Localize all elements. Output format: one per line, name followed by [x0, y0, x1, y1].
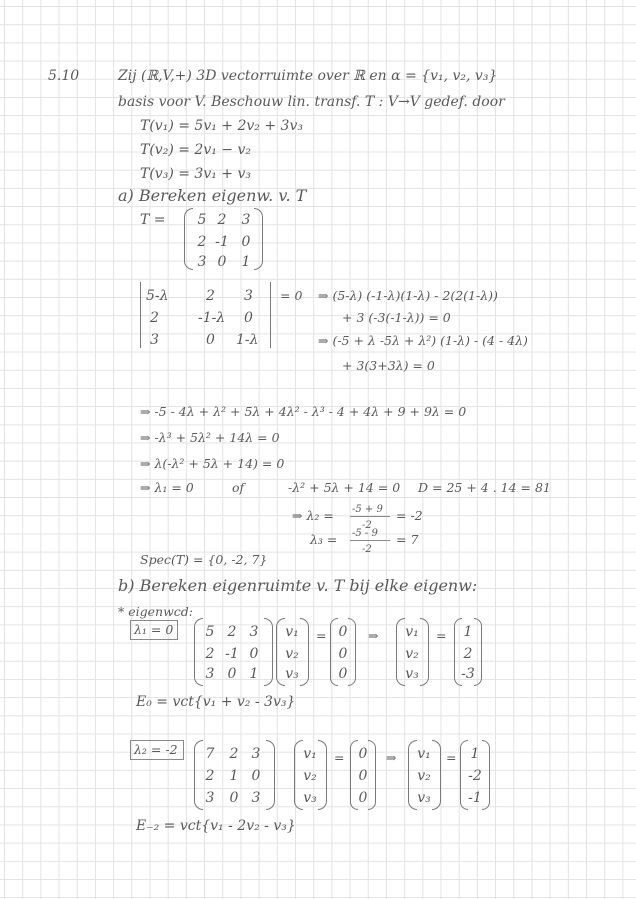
matrix-cell: 3 — [251, 790, 261, 806]
result-cell: -2 — [468, 768, 482, 784]
matrix-cell: 0 — [251, 768, 261, 784]
result-cell: -3 — [461, 666, 475, 682]
eigenvalue-2-label: λ₂ = -2 — [134, 742, 178, 757]
matrix-cell: 2 — [217, 212, 227, 228]
simplification-step: ⇒ -5 - 4λ + λ² + 5λ + 4λ² - λ³ - 4 + 4λ + 9 + 9λ = 0 — [140, 404, 467, 419]
simplification-step: ⇒ λ(-λ² + 5λ + 14) = 0 — [140, 456, 285, 471]
quadratic-equation: -λ² + 5λ + 14 = 0 — [288, 480, 401, 495]
definition-line: T(v₁) = 5v₁ + 2v₂ + 3v₃ — [140, 118, 303, 134]
implies-arrow: ⇒ — [368, 628, 379, 643]
matrix-cell: 3 — [205, 666, 215, 682]
equals-sign: = — [316, 628, 327, 643]
matrix-cell: 5 — [205, 624, 215, 640]
det-cell: 3 — [150, 332, 159, 348]
equals-sign: = — [334, 750, 345, 765]
vector-cell: v₃ — [303, 790, 317, 806]
matrix-cell: 0 — [229, 790, 239, 806]
lambda-2-result: = -2 — [396, 508, 423, 523]
expansion-line: + 3 (-3(-1-λ)) = 0 — [342, 310, 451, 325]
vector-cell: v₁ — [405, 624, 419, 640]
zero-cell: 0 — [358, 746, 368, 762]
vector-cell: v₃ — [417, 790, 431, 806]
matrix-cell: 2 — [205, 646, 215, 662]
fraction-line — [350, 540, 390, 541]
problem-line-2: basis voor V. Beschouw lin. transf. T : V→V gedef. door — [118, 94, 505, 110]
vector-cell: v₁ — [303, 746, 317, 762]
matrix-cell: 3 — [197, 254, 207, 270]
simplification-step: ⇒ -λ³ + 5λ² + 14λ = 0 — [140, 430, 280, 445]
matrix-cell: 3 — [249, 624, 259, 640]
vector-cell: v₃ — [405, 666, 419, 682]
result-cell: 2 — [463, 646, 473, 662]
det-bar-left — [140, 282, 141, 348]
equals-sign: = — [446, 750, 457, 765]
det-equation: = 0 — [280, 288, 303, 303]
matrix-cell: -1 — [225, 646, 239, 662]
det-cell: 3 — [244, 288, 253, 304]
vector-cell: v₂ — [417, 768, 431, 784]
lambda-3-denominator: -2 — [362, 544, 372, 555]
lambda-3-result: = 7 — [396, 532, 419, 547]
discriminant: D = 25 + 4 . 14 = 81 — [418, 480, 551, 495]
lambda-2-numerator: -5 + 9 — [352, 504, 383, 515]
vector-cell: v₁ — [417, 746, 431, 762]
matrix-cell: 5 — [197, 212, 207, 228]
result-cell: 1 — [463, 624, 473, 640]
result-cell: 1 — [470, 746, 480, 762]
zero-cell: 0 — [338, 666, 348, 682]
lambda-3-numerator: -5 - 9 — [352, 528, 378, 539]
definition-line: T(v₃) = 3v₁ + v₃ — [140, 166, 251, 182]
part-b-heading: b) Bereken eigenruimte v. T bij elke eigenw: — [118, 576, 478, 595]
matrix-cell: 3 — [205, 790, 215, 806]
matrix-cell: -1 — [215, 234, 229, 250]
eigenspace-E0: E₀ = vct{v₁ + v₂ - 3v₃} — [136, 694, 296, 710]
exercise-number: 5.10 — [48, 68, 80, 84]
det-cell: 1-λ — [236, 332, 259, 348]
eigenspace-Em2: E₋₂ = vct{v₁ - 2v₂ - v₃} — [136, 818, 296, 834]
result-cell: -1 — [468, 790, 482, 806]
zero-cell: 0 — [338, 646, 348, 662]
vector-cell: v₂ — [405, 646, 419, 662]
det-cell: -1-λ — [198, 310, 226, 326]
spectrum: Spec(T) = {0, -2, 7} — [140, 552, 268, 567]
part-a-heading: a) Bereken eigenw. v. T — [118, 186, 307, 205]
det-cell: 0 — [206, 332, 215, 348]
equals-sign: = — [436, 628, 447, 643]
matrix-cell: 0 — [227, 666, 237, 682]
det-cell: 5-λ — [146, 288, 169, 304]
vector-cell: v₃ — [285, 666, 299, 682]
det-cell: 0 — [244, 310, 253, 326]
expansion-line: + 3(3+3λ) = 0 — [342, 358, 435, 373]
bracket-right — [266, 740, 275, 810]
matrix-cell: 0 — [249, 646, 259, 662]
det-bar-right — [270, 282, 271, 348]
matrix-cell: 0 — [217, 254, 227, 270]
zero-cell: 0 — [358, 768, 368, 784]
eigenvalue-1-label: λ₁ = 0 — [134, 622, 174, 637]
matrix-cell: 1 — [249, 666, 259, 682]
expansion-line: ⇒ (5-λ) (-1-λ)(1-λ) - 2(2(1-λ)) — [318, 288, 498, 303]
matrix-cell: 3 — [251, 746, 261, 762]
matrix-cell: 0 — [241, 234, 251, 250]
lambda-2-denominator: -2 — [362, 520, 372, 531]
matrix-cell: 2 — [227, 624, 237, 640]
zero-cell: 0 — [358, 790, 368, 806]
matrix-label: T = — [140, 212, 166, 228]
implies-arrow: ⇒ — [386, 750, 397, 765]
expansion-line: ⇒ (-5 + λ -5λ + λ²) (1-λ) - (4 - 4λ) — [318, 333, 528, 348]
part-b-subheading: * eigenwcd: — [118, 604, 193, 619]
vector-cell: v₂ — [285, 646, 299, 662]
matrix-cell: 7 — [205, 746, 215, 762]
bracket-right — [264, 618, 273, 686]
det-cell: 2 — [206, 288, 215, 304]
fraction-line — [350, 516, 390, 517]
matrix-cell: 3 — [241, 212, 251, 228]
matrix-cell: 1 — [241, 254, 251, 270]
det-cell: 2 — [150, 310, 159, 326]
lambda-1: ⇒ λ₁ = 0 — [140, 480, 194, 495]
definition-line: T(v₂) = 2v₁ − v₂ — [140, 142, 251, 158]
lambda-2-label: ⇒ λ₂ = — [292, 508, 334, 523]
matrix-cell: 2 — [229, 746, 239, 762]
or-word: of — [232, 480, 245, 495]
problem-line-1: Zij (ℝ,V,+) 3D vectorruimte over ℝ en α = {v₁, v₂, v₃} — [118, 68, 498, 84]
vector-cell: v₂ — [303, 768, 317, 784]
matrix-cell: 1 — [229, 768, 239, 784]
vector-cell: v₁ — [285, 624, 299, 640]
zero-cell: 0 — [338, 624, 348, 640]
matrix-cell: 2 — [205, 768, 215, 784]
matrix-cell: 2 — [197, 234, 207, 250]
lambda-3-label: λ₃ = — [310, 532, 338, 547]
